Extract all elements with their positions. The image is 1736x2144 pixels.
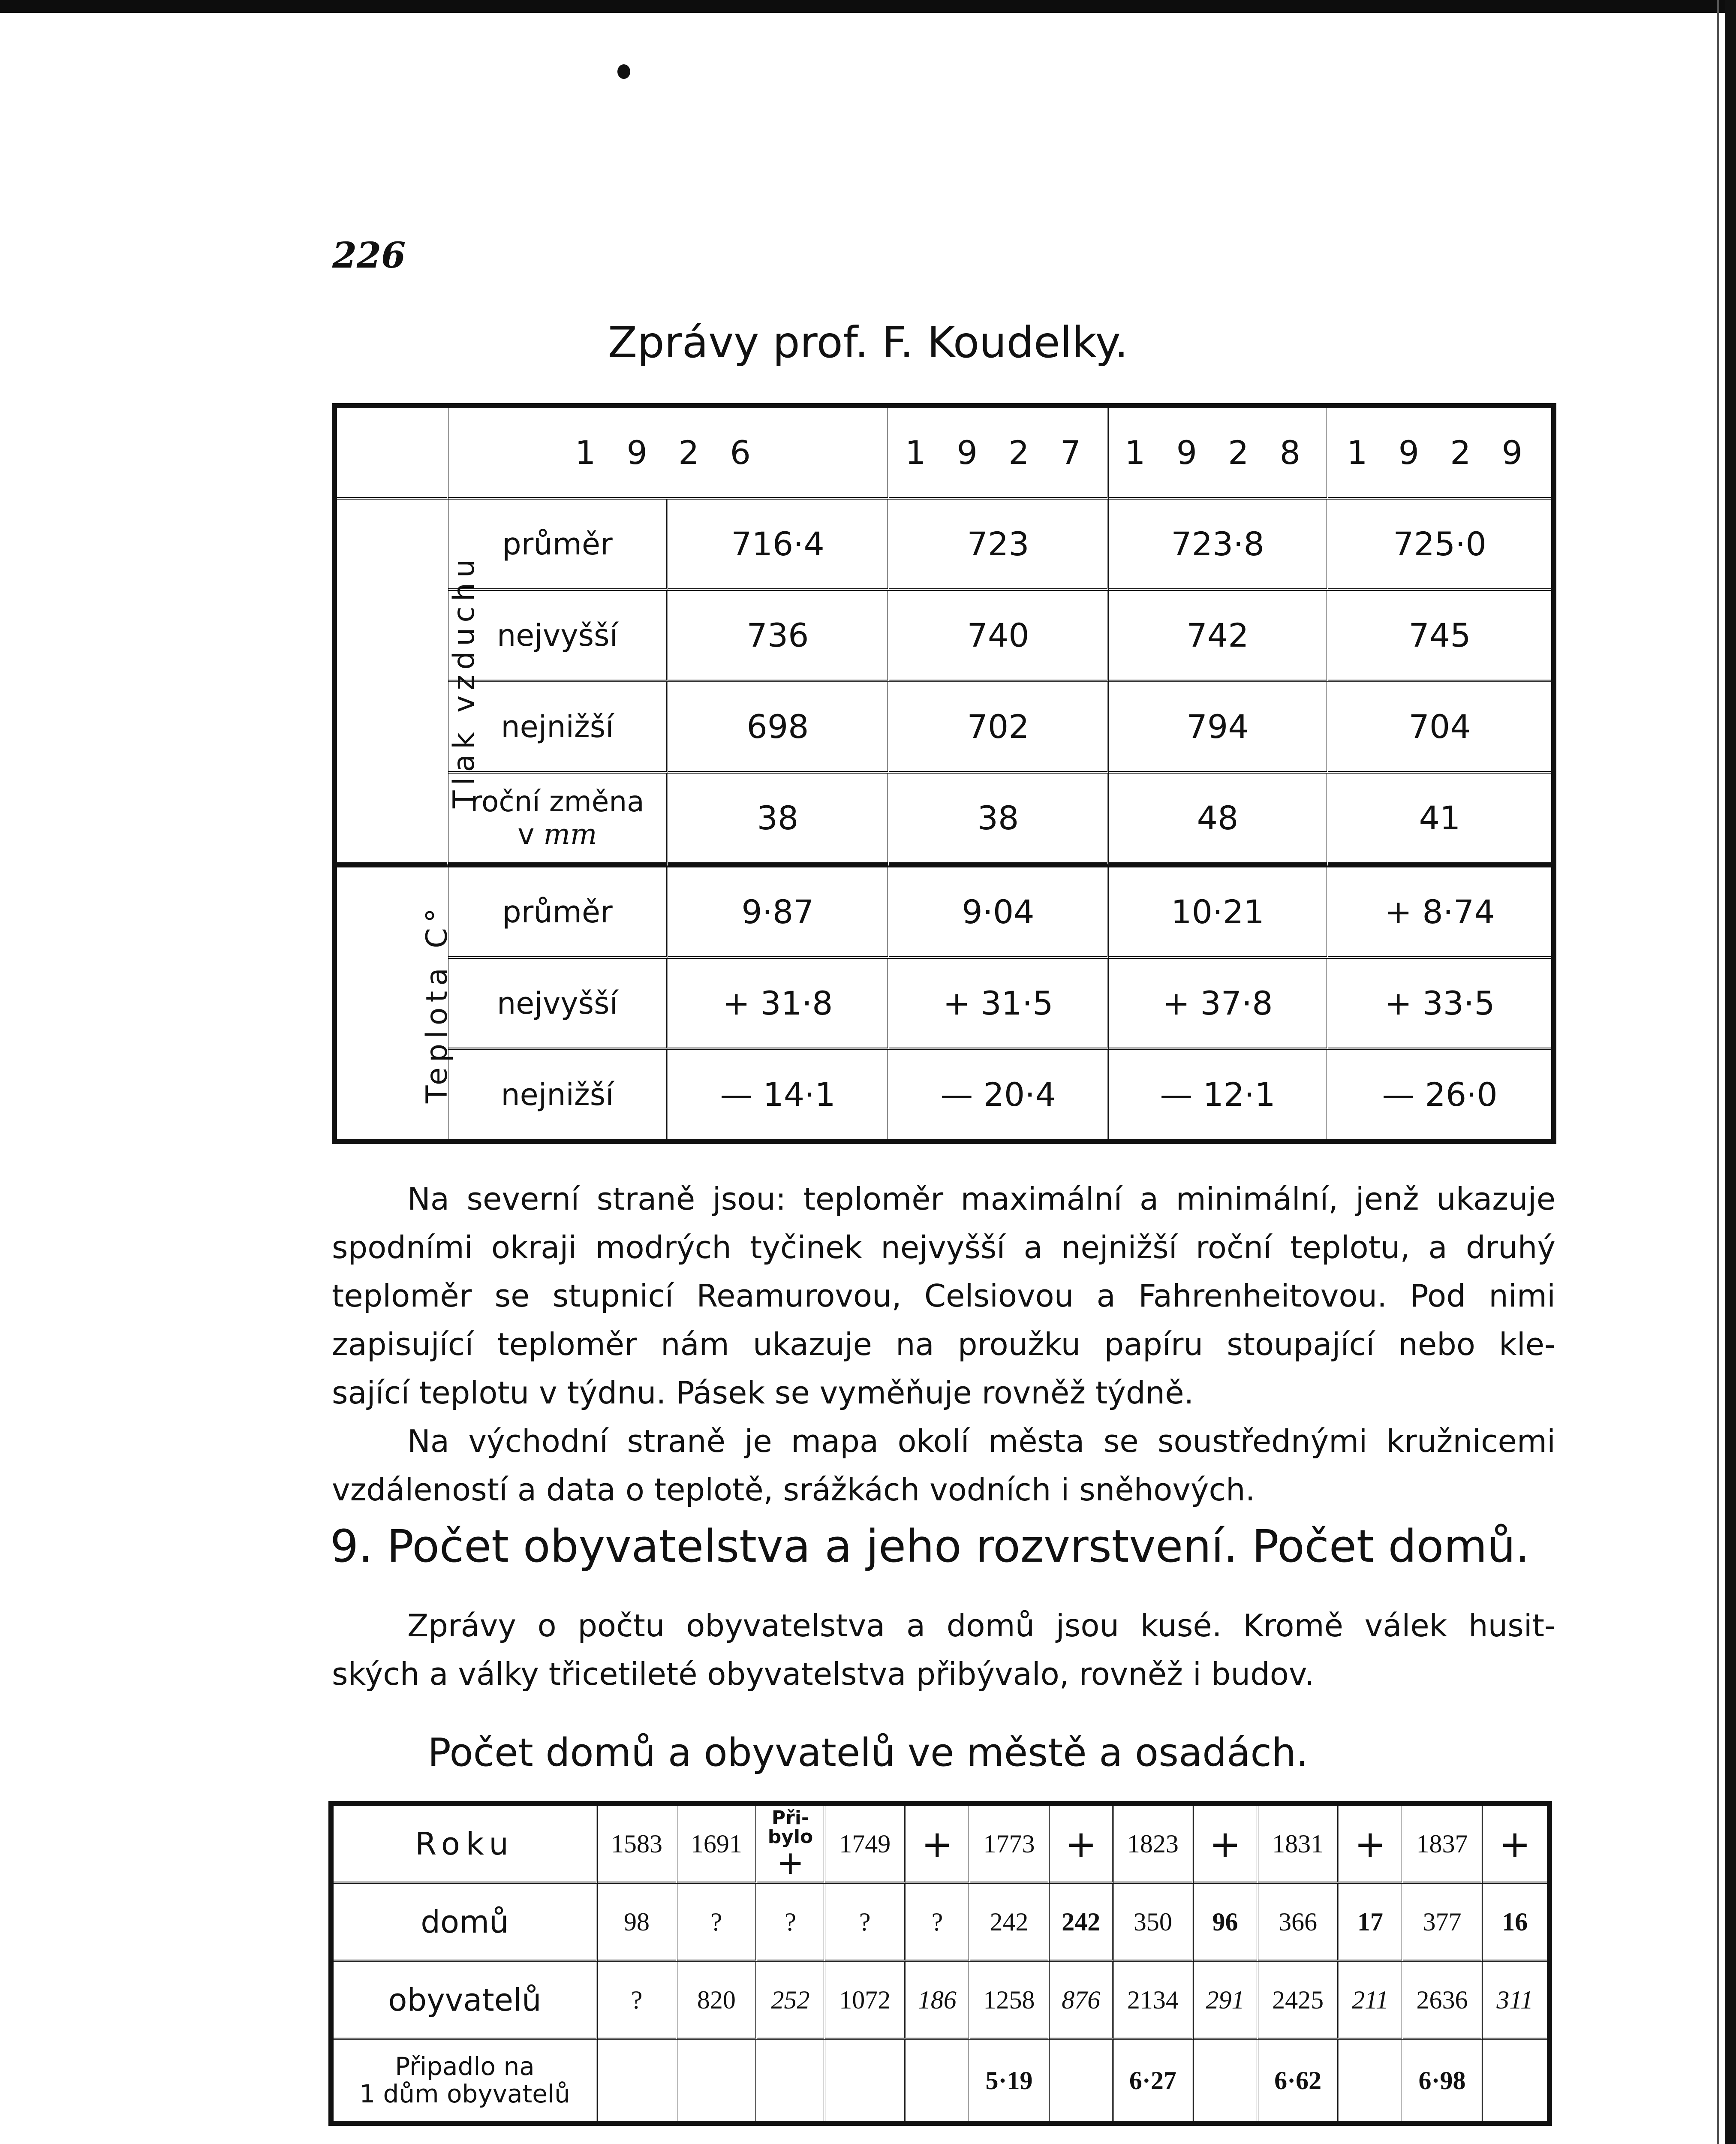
table-cell: 794 <box>1109 682 1328 774</box>
page-number: 226 <box>332 235 406 276</box>
table-row <box>337 867 1551 959</box>
table-cell: ? <box>598 1962 677 2040</box>
table-cell: 6·62 <box>1258 2040 1339 2121</box>
table-cell: — 26·0 <box>1382 1075 1498 1114</box>
table-cell <box>757 2040 826 2121</box>
table-cell: + 31·8 <box>668 959 889 1050</box>
table-cell <box>1339 2040 1403 2121</box>
table-cell <box>1483 2040 1547 2121</box>
table-cell: — 14·1 <box>668 1050 889 1139</box>
table-cell: 1749 <box>825 1806 906 1884</box>
table-cell: ? <box>757 1884 826 1962</box>
table-cell <box>1050 2040 1113 2121</box>
table-cell: 723 <box>889 500 1109 591</box>
row-label: průměr <box>448 500 668 591</box>
table-cell: + 37·8 <box>1109 959 1328 1050</box>
text-line: vzdáleností a data o teplotě, srážkách vodních i sněhových. <box>332 1472 1255 1508</box>
table-row <box>337 500 1551 591</box>
table-cell: 252 <box>757 1962 826 2040</box>
table-cell: 723·8 <box>1109 500 1328 591</box>
table-row <box>337 774 1551 867</box>
table-cell: 1072 <box>825 1962 906 2040</box>
text-line: Na východní straně je mapa okolí města se soustřednými kružnicemi <box>407 1423 1555 1459</box>
table-cell: 311 <box>1483 1962 1547 2040</box>
table-cell: 1258 <box>970 1962 1050 2040</box>
table-cell: 820 <box>677 1962 757 2040</box>
row-label: nejnižší <box>448 1050 668 1139</box>
table-cell: ? <box>906 1884 970 1962</box>
row-label: roční změna v mm <box>448 774 668 867</box>
pressure-group-label: Tlak vzduchu <box>337 500 448 867</box>
table-cell: 1691 <box>677 1806 757 1884</box>
table-cell: 186 <box>906 1962 970 2040</box>
weather-table <box>332 403 1556 1144</box>
table-cell: 242 <box>970 1884 1050 1962</box>
plus-header: + <box>1050 1806 1113 1884</box>
table-row <box>337 591 1551 682</box>
table-cell: 5·19 <box>970 2040 1050 2121</box>
text-line: ských a války třicetileté obyvatelstva přibývalo, rovněž i budov. <box>332 1656 1315 1692</box>
population-table <box>328 1801 1552 2126</box>
ink-dot <box>617 64 630 79</box>
table-cell: 6·27 <box>1114 2040 1194 2121</box>
text-line: spodními okraji modrých tyčinek nejvyšší a nejnižší roční teplotu, a druhý <box>332 1229 1555 1265</box>
text-line: teploměr se stupnicí Reamurovou, Celsiovou a Fahrenheitovou. Pod nimi <box>332 1278 1555 1314</box>
plus-header: + <box>906 1806 970 1884</box>
table-cell: 736 <box>668 591 889 682</box>
text-line: Zprávy o počtu obyvatelstva a domů jsou kusé. Kromě válek husit- <box>407 1608 1555 1644</box>
year-1927: 1 9 2 7 <box>889 408 1109 500</box>
table-cell: 377 <box>1403 1884 1483 1962</box>
table-cell: 16 <box>1483 1884 1547 1962</box>
plus-header: + <box>1194 1806 1258 1884</box>
pribylo-header: Při- bylo + <box>757 1806 826 1884</box>
inhabitants-row <box>334 1962 1547 2040</box>
table-cell: 6·98 <box>1403 2040 1483 2121</box>
table-cell: 350 <box>1114 1884 1194 1962</box>
row-label: nejnižší <box>448 682 668 774</box>
table-cell: 9·87 <box>668 867 889 959</box>
table-cell: 876 <box>1050 1962 1113 2040</box>
row-label-pripadlo: Připadlo na 1 dům obyvatelů <box>334 2040 598 2121</box>
table-cell: 17 <box>1339 1884 1403 1962</box>
table-row <box>337 959 1551 1050</box>
table-cell: 1823 <box>1114 1806 1194 1884</box>
table-cell: — 12·1 <box>1109 1050 1328 1139</box>
table-cell: ? <box>677 1884 757 1962</box>
table-cell <box>677 2040 757 2121</box>
table-cell: 716·4 <box>668 500 889 591</box>
table-cell: + 33·5 <box>1328 959 1551 1050</box>
table-cell: 1831 <box>1258 1806 1339 1884</box>
table-cell: 291 <box>1194 1962 1258 2040</box>
table-cell: 10·21 <box>1109 867 1328 959</box>
plus-header: + <box>1483 1806 1547 1884</box>
table-cell: 38 <box>668 774 889 867</box>
row-label-obyvatelu: obyvatelů <box>334 1962 598 2040</box>
table-cell: 366 <box>1258 1884 1339 1962</box>
year-header-row <box>337 408 1551 500</box>
table-cell: 702 <box>889 682 1109 774</box>
table-caption: Počet domů a obyvatelů ve městě a osadách. <box>427 1730 1309 1775</box>
table-cell: 1583 <box>598 1806 677 1884</box>
table-cell: 242 <box>1050 1884 1113 1962</box>
year-1929: 1 9 2 9 <box>1328 408 1551 500</box>
table-cell: 742 <box>1109 591 1328 682</box>
scan-border-top <box>0 0 1736 13</box>
table-cell: 96 <box>1194 1884 1258 1962</box>
table-cell: 1773 <box>970 1806 1050 1884</box>
table-cell: + 8·74 <box>1328 867 1551 959</box>
table-row <box>337 1050 1551 1139</box>
paragraph-thermometers <box>332 1175 1555 1514</box>
table-cell: 698 <box>668 682 889 774</box>
paragraph-population <box>332 1602 1555 1698</box>
table-cell: 9·04 <box>889 867 1109 959</box>
table-cell: ? <box>825 1884 906 1962</box>
table-cell: 48 <box>1109 774 1328 867</box>
plus-header: + <box>1339 1806 1403 1884</box>
houses-row <box>334 1884 1547 1962</box>
years-row <box>334 1806 1547 1884</box>
year-1926: 1 9 2 6 <box>448 408 889 500</box>
section-heading: 9. Počet obyvatelstva a jeho rozvrstvení. Počet domů. <box>330 1520 1530 1572</box>
table-row <box>337 682 1551 774</box>
text-line: Na severní straně jsou: teploměr maximální a minimální, jenž ukazuje <box>407 1181 1555 1217</box>
table-cell: 725·0 <box>1328 500 1551 591</box>
table-cell: 41 <box>1328 774 1551 867</box>
table-cell <box>825 2040 906 2121</box>
table-cell <box>1194 2040 1258 2121</box>
table-cell: + 31·5 <box>889 959 1109 1050</box>
table-cell: — 20·4 <box>889 1050 1109 1139</box>
table-cell: 740 <box>889 591 1109 682</box>
table-cell: 2636 <box>1403 1962 1483 2040</box>
temperature-group-label: Teplota C° <box>337 867 448 1139</box>
table-cell: 2134 <box>1114 1962 1194 2040</box>
table-cell: 745 <box>1328 591 1551 682</box>
table-cell <box>906 2040 970 2121</box>
row-label: nejvyšší <box>448 591 668 682</box>
table-cell <box>598 2040 677 2121</box>
row-label-roku: Roku <box>334 1806 598 1884</box>
running-head: Zprávy prof. F. Koudelky. <box>608 317 1128 367</box>
row-label: nejvyšší <box>448 959 668 1050</box>
table-cell: 98 <box>598 1884 677 1962</box>
text-line: sající teplotu v týdnu. Pásek se vyměňuje rovněž týdně. <box>332 1375 1194 1411</box>
year-1928: 1 9 2 8 <box>1109 408 1328 500</box>
table-cell: 704 <box>1328 682 1551 774</box>
per-house-row <box>334 2040 1547 2121</box>
row-label-domu: domů <box>334 1884 598 1962</box>
table-cell: 2425 <box>1258 1962 1339 2040</box>
row-label: průměr <box>448 867 668 959</box>
table-cell: 1837 <box>1403 1806 1483 1884</box>
table-cell: 38 <box>889 774 1109 867</box>
table-cell: 211 <box>1339 1962 1403 2040</box>
text-line: zapisující teploměr nám ukazuje na proužku papíru stoupající nebo kle- <box>332 1326 1555 1362</box>
